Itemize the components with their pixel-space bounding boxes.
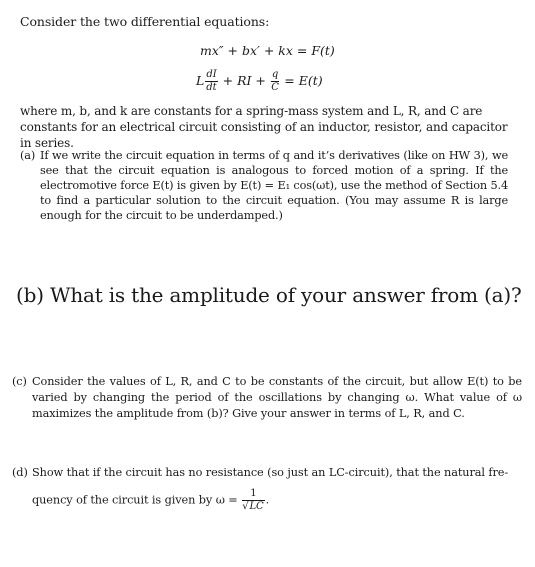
part-d-suffix: . <box>265 493 270 507</box>
omega-numerator: 1 <box>242 489 264 501</box>
omega-denominator <box>242 501 264 512</box>
derivative-denominator: dt <box>206 82 217 93</box>
derivative-numerator: dI <box>206 69 217 80</box>
resistance-term: + RI + <box>222 73 266 88</box>
part-a-label: (a) <box>20 149 36 162</box>
sqrt-symbol: √LC <box>242 501 264 512</box>
part-d-line2-prefix: quency of the circuit is given by ω = <box>32 493 238 507</box>
equation-rhs: = E(t) <box>284 73 323 88</box>
part-c-label: (c) <box>12 375 27 388</box>
part-a-text: If we write the circuit equation in terms of q and it’s derivatives (like on HW 3), we see that the circuit equation is analogous to forced motion of a spring. If the electromotive force E(t) is given by E(t) = E₁ cos(ωt), use the method of Section 5.4 to find a particular solution to the circuit equation. (You may assume R is large enough for the circuit to be underdamped.) <box>40 149 508 222</box>
part-c-text: Consider the values of L, R, and C to be constants of the circuit, but allow E(t) to be varied by changing the period of the oscillations by changing ω. What value of ω maximizes the amplitude from (b)? Give your answer in terms of L, R, and C. <box>32 375 522 420</box>
charge-fraction <box>271 70 279 93</box>
part-d-line1: Show that if the circuit has no resistance (so just an LC-circuit), that the natural fre- <box>32 466 509 479</box>
description-paragraph: where m, b, and k are constants for a spring-mass system and L, R, and C are constants for an electrical circuit consisting of an inductor, resistor, and capacitor in series. <box>20 104 508 150</box>
part-c <box>12 374 522 422</box>
part-d-label: (d) <box>12 466 28 479</box>
part-a <box>20 148 508 223</box>
charge-numerator: q <box>271 69 279 80</box>
sqrt-radicand: LC <box>249 501 264 512</box>
charge-denominator: C <box>271 82 279 93</box>
omega-fraction <box>242 489 264 512</box>
spring-equation: mx″ + bx′ + kx = F(t) <box>200 43 335 58</box>
part-d <box>12 465 522 512</box>
derivative-fraction <box>205 70 217 93</box>
intro-text: Consider the two differential equations: <box>20 14 270 29</box>
part-d-line2 <box>32 489 522 512</box>
part-b-question: (b) What is the amplitude of your answer from (a)? <box>16 283 522 307</box>
inductance-symbol: L <box>196 73 205 88</box>
part-d-body <box>32 465 522 512</box>
circuit-equation <box>196 70 323 93</box>
